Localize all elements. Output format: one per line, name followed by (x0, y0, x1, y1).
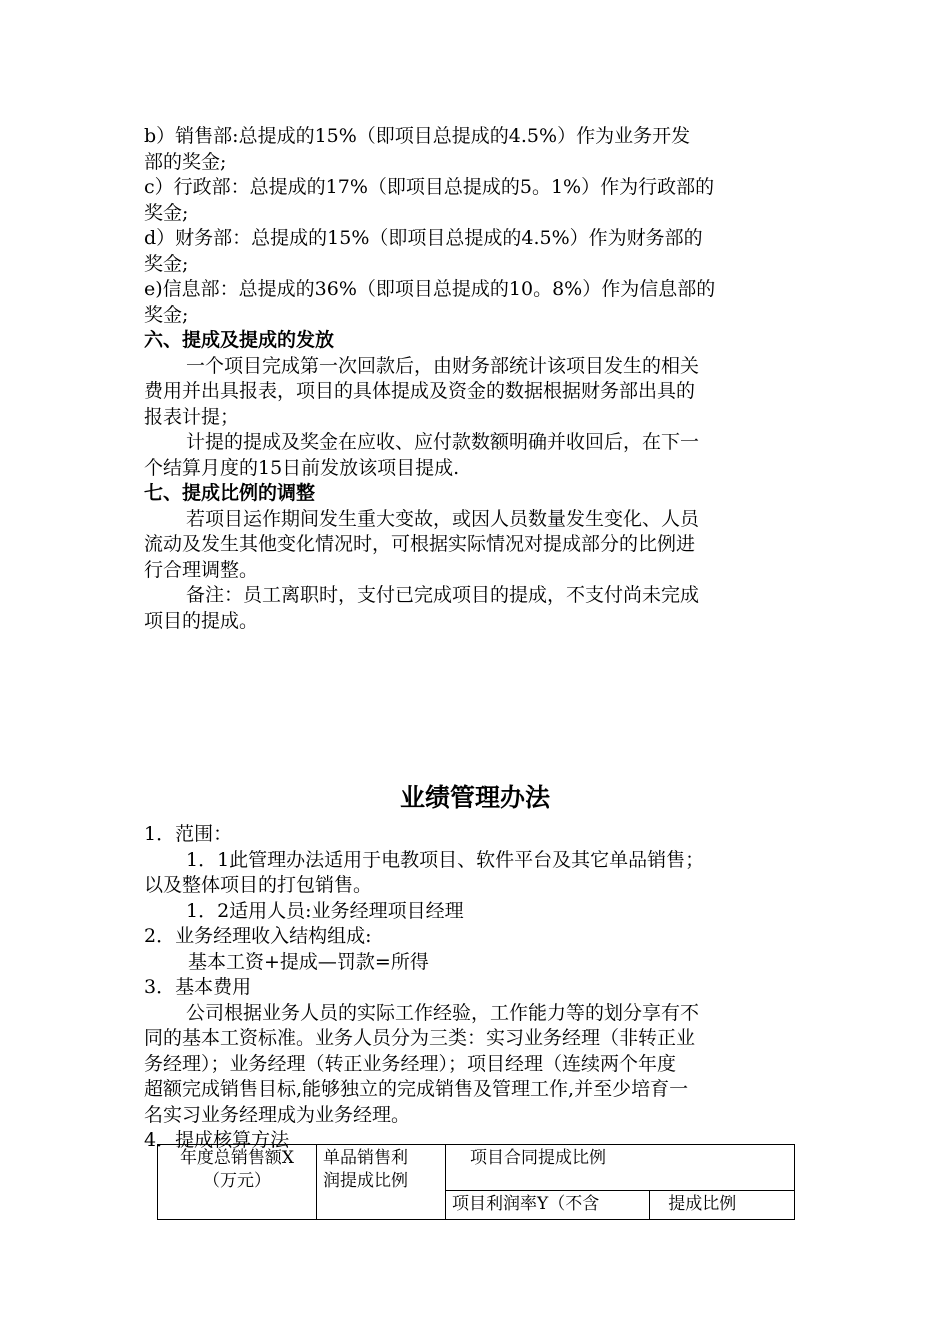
cell-text: 单品销售利 (323, 1148, 408, 1168)
text-line: 4．提成核算方法 (144, 1129, 290, 1151)
table-header-cell: 项目利润率Y（不含 (446, 1190, 650, 1219)
text-line: 务经理）；业务经理（转正业务经理）；项目经理（连续两个年度 (144, 1052, 677, 1075)
cell-text: 年度总销售额X (179, 1148, 295, 1168)
cell-text: （万元） (203, 1171, 271, 1191)
text-line: 以及整体项目的打包销售。 (144, 874, 373, 896)
text-line: 名实习业务经理成为业务经理。 (144, 1103, 411, 1126)
commission-table (157, 1144, 795, 1220)
text-line: 基本工资+提成—罚款=所得 (188, 950, 429, 973)
text-line: 公司根据业务人员的实际工作经验，工作能力等的划分享有不 (186, 1001, 700, 1024)
section-heading-7: 七、提成比例的调整 (144, 482, 316, 504)
text-line: 3．基本费用 (144, 976, 252, 998)
document-title: 业绩管理办法 (399, 783, 550, 812)
text-line: 流动及发生其他变化情况时，可根据实际情况对提成部分的比例进 (144, 533, 696, 555)
text-line: 项目的提成。 (144, 609, 259, 632)
text-line: d）财务部：总提成的15%（即项目总提成的4.5%）作为财务部的 (144, 227, 703, 249)
text-line: 1．范围： (144, 823, 233, 845)
table-header-cell (317, 1145, 446, 1220)
text-line: 费用并出具报表，项目的具体提成及资金的数据根据财务部出具的 (144, 380, 696, 402)
text-line: 一个项目完成第一次回款后，由财务部统计该项目发生的相关 (186, 354, 700, 377)
text-line: c）行政部：总提成的17%（即项目总提成的5。1%）作为行政部的 (144, 176, 715, 198)
text-line: 奖金; (144, 252, 189, 275)
text-line: 同的基本工资标准。业务人员分为三类：实习业务经理（非转正业 (144, 1027, 696, 1049)
text-line: 部的奖金; (144, 150, 227, 173)
text-line: 1．2适用人员:业务经理项目经理 (186, 899, 464, 922)
text-line: 若项目运作期间发生重大变故，或因人员数量发生变化、人员 (186, 507, 700, 530)
text-line: 奖金; (144, 201, 189, 224)
text-line: e)信息部：总提成的36%（即项目总提成的10。8%）作为信息部的 (144, 278, 716, 300)
table-header-cell (158, 1145, 317, 1220)
department-bonus-list (144, 124, 804, 634)
text-line: 计提的提成及奖金在应收、应付款数额明确并收回后，在下一 (186, 431, 700, 453)
text-line: 超额完成销售目标,能够独立的完成销售及管理工作,并至少培育一 (144, 1078, 689, 1100)
table-header-cell: 提成比例 (650, 1190, 795, 1219)
table-row (158, 1145, 795, 1191)
text-line: b）销售部:总提成的15%（即项目总提成的4.5%）作为业务开发 (144, 125, 691, 147)
cell-text: 润提成比例 (323, 1171, 408, 1191)
text-line: 2．业务经理收入结构组成: (144, 925, 372, 947)
text-line: 行合理调整。 (144, 558, 259, 581)
text-line: 奖金; (144, 303, 189, 326)
text-line: 1．1此管理办法适用于电教项目、软件平台及其它单品销售； (186, 848, 705, 871)
text-line: 备注：员工离职时，支付已完成项目的提成，不支付尚未完成 (186, 584, 700, 606)
text-line: 报表计提； (144, 405, 240, 428)
table-header-cell: 项目合同提成比例 (446, 1145, 795, 1191)
performance-management-body (144, 822, 804, 1154)
section-heading-6: 六、提成及提成的发放 (144, 329, 335, 351)
text-line: 个结算月度的15日前发放该项目提成. (144, 456, 460, 479)
